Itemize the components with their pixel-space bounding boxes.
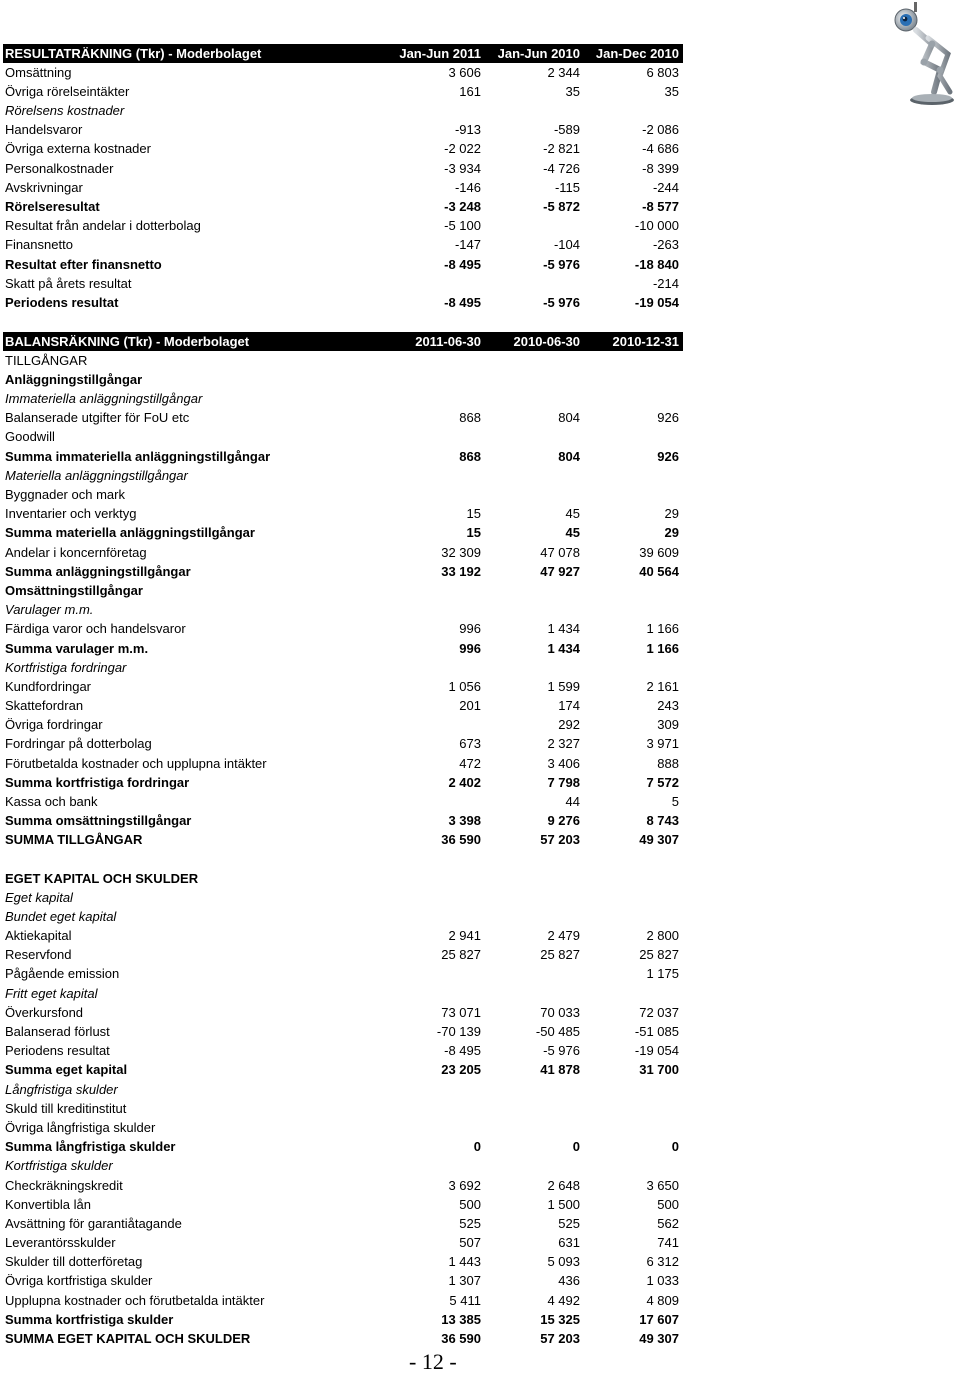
row-label: Anläggningstillgångar (5, 371, 143, 387)
row-label: Skulder till dotterföretag (5, 1254, 143, 1270)
row-value-col-1: 5 411 (449, 1292, 481, 1308)
table-row (3, 945, 683, 964)
row-label: Överkursfond (5, 1004, 84, 1020)
row-value-col-1: 1 056 (448, 678, 481, 694)
row-label: Aktiekapital (5, 928, 72, 944)
row-value-col-2: 804 (558, 448, 580, 464)
row-value-col-2: 9 276 (547, 813, 580, 829)
header-col-1: Jan-Jun 2011 (399, 45, 481, 61)
row-label: Konvertibla lån (5, 1196, 91, 1212)
table-row (3, 1137, 683, 1156)
row-label: Omsättning (5, 64, 72, 80)
row-value-col-3: 7 572 (646, 774, 679, 790)
row-label: Balanserade utgifter för FoU etc (5, 410, 190, 426)
table-row (3, 619, 683, 638)
table-row (3, 235, 683, 254)
row-label: Personalkostnader (5, 160, 114, 176)
table-row (3, 216, 683, 235)
row-value-col-3: -19 054 (634, 294, 679, 310)
row-value-col-2: 7 798 (547, 774, 580, 790)
header-col-3: 2010-12-31 (612, 333, 679, 349)
row-label: Färdiga varor och handelsvaror (5, 621, 186, 637)
row-value-col-1: 15 (466, 506, 481, 522)
row-value-col-3: 25 827 (639, 947, 679, 963)
row-value-col-2: 804 (558, 410, 580, 426)
row-value-col-1: 500 (459, 1196, 481, 1212)
row-value-col-3: 500 (657, 1196, 679, 1212)
row-value-col-1: 36 590 (441, 832, 481, 848)
row-label: Fordringar på dotterbolag (5, 736, 152, 752)
row-value-col-2: 436 (558, 1273, 580, 1289)
row-value-col-3: 40 564 (639, 563, 679, 579)
table-row (3, 1195, 683, 1214)
row-value-col-3: 2 800 (646, 928, 679, 944)
header-col-3: Jan-Dec 2010 (595, 45, 679, 61)
row-value-col-3: 0 (671, 1139, 679, 1155)
table-row (3, 1252, 683, 1271)
table-row (3, 82, 683, 101)
row-label: Inventarier och verktyg (5, 506, 137, 522)
table-row (3, 907, 683, 926)
row-value-col-3: 39 609 (639, 544, 679, 560)
row-value-col-1: 36 590 (441, 1331, 481, 1346)
row-value-col-2: 2 479 (547, 928, 580, 944)
row-label: Förutbetalda kostnader och upplupna intäkter (5, 755, 267, 771)
equity-liabilities-header (3, 869, 683, 888)
table-row (3, 197, 683, 216)
row-value-col-2: 25 827 (540, 947, 580, 963)
table-row (3, 1233, 683, 1252)
table-row (3, 370, 683, 389)
row-value-col-2: 57 203 (540, 832, 580, 848)
table-row (3, 1099, 683, 1118)
row-value-col-3: -244 (652, 179, 679, 195)
row-value-col-1: 996 (459, 640, 481, 656)
row-label: Bundet eget kapital (5, 908, 117, 924)
row-label: Övriga långfristiga skulder (5, 1119, 156, 1135)
row-label: Summa immateriella anläggningstillgångar (5, 448, 271, 464)
table-row (3, 811, 683, 830)
row-value-col-2: -104 (553, 237, 580, 253)
row-value-col-1: 868 (459, 448, 481, 464)
row-value-col-1: -147 (454, 237, 481, 253)
row-value-col-2: 41 878 (540, 1062, 580, 1078)
row-label: Immateriella anläggningstillgångar (5, 391, 203, 407)
row-value-col-1: 33 192 (441, 563, 481, 579)
row-value-col-2: 2 344 (547, 64, 580, 80)
row-value-col-3: 1 166 (646, 621, 679, 637)
equity-liabilities-rows (3, 888, 683, 1349)
table-row (3, 63, 683, 82)
row-label: Rörelseresultat (5, 199, 100, 214)
row-value-col-2: 1 434 (547, 621, 580, 637)
table-row (3, 293, 683, 312)
row-label: Resultat från andelar i dotterbolag (5, 218, 201, 234)
table-row (3, 792, 683, 811)
row-value-col-1: -8 495 (444, 294, 481, 310)
row-value-col-1: 2 941 (448, 928, 481, 944)
row-value-col-3: -10 000 (634, 218, 679, 234)
header-col-2: 2010-06-30 (513, 333, 580, 349)
balance-sheet-rows (3, 351, 683, 850)
table-row (3, 543, 683, 562)
row-value-col-3: 926 (657, 410, 679, 426)
row-value-col-2: -5 976 (543, 1043, 580, 1059)
table-row (3, 485, 683, 504)
row-label: Reservfond (5, 947, 72, 963)
table-row (3, 274, 683, 293)
row-value-col-2: 174 (558, 698, 580, 714)
table-row (3, 178, 683, 197)
row-value-col-1: 0 (473, 1139, 481, 1155)
row-value-col-3: 29 (664, 525, 679, 541)
table-row (3, 1176, 683, 1195)
row-label: Finansnetto (5, 237, 73, 253)
row-label: Omsättningstillgångar (5, 582, 143, 598)
row-value-col-3: 243 (657, 698, 679, 714)
table-row (3, 389, 683, 408)
row-value-col-1: 3 692 (448, 1177, 481, 1193)
row-value-col-1: 1 443 (448, 1254, 481, 1270)
row-value-col-1: 673 (459, 736, 481, 752)
row-label: Kortfristiga fordringar (5, 659, 127, 675)
row-value-col-1: -3 934 (444, 160, 481, 176)
row-value-col-3: 562 (657, 1215, 679, 1231)
table-row (3, 1060, 683, 1079)
table-row (3, 926, 683, 945)
row-value-col-1: 25 827 (441, 947, 481, 963)
row-value-col-2: 2 648 (547, 1177, 580, 1193)
row-label: Pågående emission (5, 966, 120, 982)
row-label: Summa materiella anläggningstillgångar (5, 525, 255, 541)
row-value-col-3: 1 166 (646, 640, 679, 656)
row-value-col-3: 72 037 (639, 1004, 679, 1020)
row-value-col-2: -5 872 (543, 199, 580, 214)
row-value-col-3: 4 809 (646, 1292, 679, 1308)
row-label: Övriga rörelseintäkter (5, 83, 130, 99)
row-value-col-1: 525 (459, 1215, 481, 1231)
row-value-col-1: 3 606 (448, 64, 481, 80)
row-value-col-1: 161 (459, 83, 481, 99)
row-value-col-2: 47 078 (540, 544, 580, 560)
row-value-col-1: -146 (454, 179, 481, 195)
table-row (3, 466, 683, 485)
table-row (3, 562, 683, 581)
table-row (3, 1310, 683, 1329)
row-value-col-3: 309 (657, 717, 679, 733)
equity-liabilities-table (3, 869, 683, 1349)
row-label: Övriga kortfristiga skulder (5, 1273, 153, 1289)
income-statement-rows (3, 63, 683, 312)
row-value-col-2: 4 492 (547, 1292, 580, 1308)
table-row (3, 101, 683, 120)
row-label: SUMMA EGET KAPITAL OCH SKULDER (5, 1331, 251, 1346)
table-row (3, 1329, 683, 1348)
row-value-col-2: -5 976 (543, 294, 580, 310)
row-label: Rörelsens kostnader (5, 103, 125, 119)
table-row (3, 408, 683, 427)
row-label: Resultat efter finansnetto (5, 256, 162, 272)
table-row (3, 447, 683, 466)
row-label: Goodwill (5, 429, 55, 445)
row-label: Avskrivningar (5, 179, 83, 195)
row-value-col-1: 73 071 (441, 1004, 481, 1020)
page-number: - 12 - (409, 1349, 457, 1374)
row-value-col-3: 35 (664, 83, 679, 99)
row-label: Summa anläggningstillgångar (5, 563, 191, 579)
row-value-col-1: 472 (459, 755, 481, 771)
row-label: Summa långfristiga skulder (5, 1139, 176, 1155)
row-value-col-1: 3 398 (448, 813, 481, 829)
row-label: Skatt på årets resultat (5, 275, 132, 291)
row-value-col-1: -8 495 (444, 1043, 481, 1059)
table-row (3, 1118, 683, 1137)
row-value-col-3: -2 086 (642, 122, 679, 138)
row-label: Långfristiga skulder (5, 1081, 118, 1097)
table-row (3, 715, 683, 734)
row-label: TILLGÅNGAR (5, 352, 88, 368)
row-value-col-1: 1 307 (448, 1273, 481, 1289)
row-value-col-3: -214 (652, 275, 679, 291)
row-value-col-1: -913 (454, 122, 481, 138)
table-row (3, 1080, 683, 1099)
row-label: Summa kortfristiga fordringar (5, 774, 190, 790)
row-value-col-1: 201 (459, 698, 481, 714)
row-label: Varulager m.m. (5, 602, 94, 618)
table-row (3, 581, 683, 600)
row-value-col-2: -589 (553, 122, 580, 138)
robot-mascot-icon (888, 0, 960, 108)
row-value-col-1: 13 385 (441, 1311, 481, 1327)
row-value-col-3: 741 (657, 1235, 679, 1251)
header-label: BALANSRÄKNING (Tkr) - Moderbolaget (5, 333, 250, 349)
table-row (3, 639, 683, 658)
row-label: Avsättning för garantiåtagande (5, 1215, 182, 1231)
balance-sheet-table (3, 332, 683, 850)
row-value-col-3: 8 743 (646, 813, 679, 829)
row-value-col-2: 1 599 (547, 678, 580, 694)
table-row (3, 1022, 683, 1041)
table-row (3, 351, 683, 370)
row-label: Upplupna kostnader och förutbetalda intäkter (5, 1292, 265, 1308)
row-value-col-2: 57 203 (540, 1331, 580, 1346)
row-value-col-3: 1 033 (646, 1273, 679, 1289)
row-label: Övriga fordringar (5, 717, 103, 733)
row-value-col-2: 0 (572, 1139, 580, 1155)
row-value-col-1: -5 100 (444, 218, 481, 234)
table-row (3, 159, 683, 178)
header-col-2: Jan-Jun 2010 (497, 45, 580, 61)
income-statement-header (3, 44, 683, 63)
row-label: Balanserad förlust (5, 1024, 110, 1039)
row-value-col-2: -50 485 (535, 1024, 580, 1039)
row-value-col-2: 44 (565, 794, 580, 809)
row-value-col-2: 45 (565, 506, 580, 522)
row-label: Periodens resultat (5, 294, 119, 310)
table-row (3, 888, 683, 907)
table-row (3, 427, 683, 446)
table-row (3, 1291, 683, 1310)
row-label: Kassa och bank (5, 794, 98, 809)
row-label: Summa eget kapital (5, 1062, 128, 1078)
row-value-col-2: 3 406 (547, 755, 580, 771)
row-value-col-3: -263 (652, 237, 679, 253)
table-row (3, 255, 683, 274)
row-value-col-2: 525 (558, 1215, 580, 1231)
row-value-col-2: -5 976 (543, 256, 580, 272)
row-value-col-1: -70 139 (436, 1024, 481, 1039)
row-label: Kundfordringar (5, 678, 91, 694)
row-value-col-3: 5 (671, 794, 679, 809)
row-label: Skattefordran (5, 698, 84, 714)
row-value-col-1: 15 (466, 525, 481, 541)
row-value-col-2: 1 500 (547, 1196, 580, 1212)
table-row (3, 1041, 683, 1060)
table-row (3, 658, 683, 677)
header-label: EGET KAPITAL OCH SKULDER (5, 870, 199, 886)
row-value-col-3: 49 307 (639, 832, 679, 848)
table-row (3, 1003, 683, 1022)
row-label: Byggnader och mark (5, 487, 125, 502)
table-row (3, 734, 683, 753)
balance-sheet-header (3, 332, 683, 351)
row-value-col-2: 35 (565, 83, 580, 99)
row-value-col-3: 6 312 (646, 1254, 679, 1270)
row-value-col-3: 2 161 (646, 678, 679, 694)
row-value-col-1: 868 (459, 410, 481, 426)
table-row (3, 600, 683, 619)
row-value-col-3: -18 840 (634, 256, 679, 272)
row-value-col-2: 5 093 (547, 1254, 580, 1270)
row-value-col-3: 888 (657, 755, 679, 771)
row-value-col-1: 996 (459, 621, 481, 637)
table-row (3, 523, 683, 542)
row-value-col-3: 1 175 (646, 966, 679, 982)
table-row (3, 120, 683, 139)
row-value-col-3: 49 307 (639, 1331, 679, 1346)
income-statement-table (3, 44, 683, 313)
row-label: Kortfristiga skulder (5, 1158, 113, 1174)
header-label: RESULTATRÄKNING (Tkr) - Moderbolaget (5, 45, 262, 61)
row-label: SUMMA TILLGÅNGAR (5, 832, 143, 848)
row-value-col-2: 45 (565, 525, 580, 541)
row-value-col-3: -19 054 (634, 1043, 679, 1059)
table-row (3, 754, 683, 773)
row-value-col-3: 3 971 (646, 736, 679, 752)
row-value-col-2: 631 (558, 1235, 580, 1251)
row-label: Periodens resultat (5, 1043, 110, 1059)
row-value-col-2: 2 327 (547, 736, 580, 752)
row-label: Summa varulager m.m. (5, 640, 149, 656)
table-row (3, 1156, 683, 1175)
table-row (3, 964, 683, 983)
table-row (3, 504, 683, 523)
row-value-col-3: 926 (657, 448, 679, 464)
row-label: Handelsvaror (5, 122, 83, 138)
row-label: Fritt eget kapital (5, 985, 98, 1001)
row-value-col-2: -115 (554, 179, 580, 195)
row-value-col-2: 15 325 (540, 1311, 580, 1327)
row-value-col-3: -4 686 (642, 141, 679, 157)
row-value-col-3: -8 399 (642, 160, 679, 176)
row-label: Summa kortfristiga skulder (5, 1311, 174, 1327)
row-value-col-2: -2 821 (543, 141, 580, 157)
header-col-1: 2011-06-30 (415, 333, 481, 349)
table-row (3, 696, 683, 715)
row-label: Summa omsättningstillgångar (5, 813, 192, 829)
table-row (3, 984, 683, 1003)
row-value-col-3: 31 700 (639, 1062, 679, 1078)
row-value-col-3: -51 085 (634, 1024, 679, 1039)
row-label: Eget kapital (5, 889, 73, 905)
row-value-col-1: 23 205 (441, 1062, 481, 1078)
row-value-col-2: -4 726 (543, 160, 580, 176)
row-value-col-1: 32 309 (441, 544, 481, 560)
table-row (3, 1271, 683, 1290)
row-value-col-1: 507 (459, 1235, 481, 1251)
row-label: Checkräkningskredit (5, 1177, 123, 1193)
table-row (3, 139, 683, 158)
row-label: Leverantörsskulder (5, 1235, 116, 1251)
row-value-col-3: 3 650 (646, 1177, 679, 1193)
row-value-col-3: 29 (664, 506, 679, 522)
row-value-col-3: 6 803 (646, 64, 679, 80)
table-row (3, 773, 683, 792)
row-value-col-2: 70 033 (540, 1004, 580, 1020)
row-value-col-1: -2 022 (444, 141, 481, 157)
row-value-col-2: 47 927 (540, 563, 580, 579)
row-value-col-1: -3 248 (444, 199, 481, 214)
row-value-col-1: -8 495 (444, 256, 481, 272)
row-value-col-2: 292 (558, 717, 580, 733)
row-value-col-3: -8 577 (642, 199, 679, 214)
row-label: Övriga externa kostnader (5, 141, 151, 157)
table-row (3, 1214, 683, 1233)
row-label: Materiella anläggningstillgångar (5, 467, 188, 483)
row-value-col-3: 17 607 (639, 1311, 679, 1327)
table-row (3, 677, 683, 696)
row-value-col-2: 1 434 (547, 640, 580, 656)
row-label: Skuld till kreditinstitut (5, 1100, 127, 1116)
row-value-col-1: 2 402 (448, 774, 481, 790)
table-row (3, 830, 683, 849)
row-label: Andelar i koncernföretag (5, 544, 147, 560)
